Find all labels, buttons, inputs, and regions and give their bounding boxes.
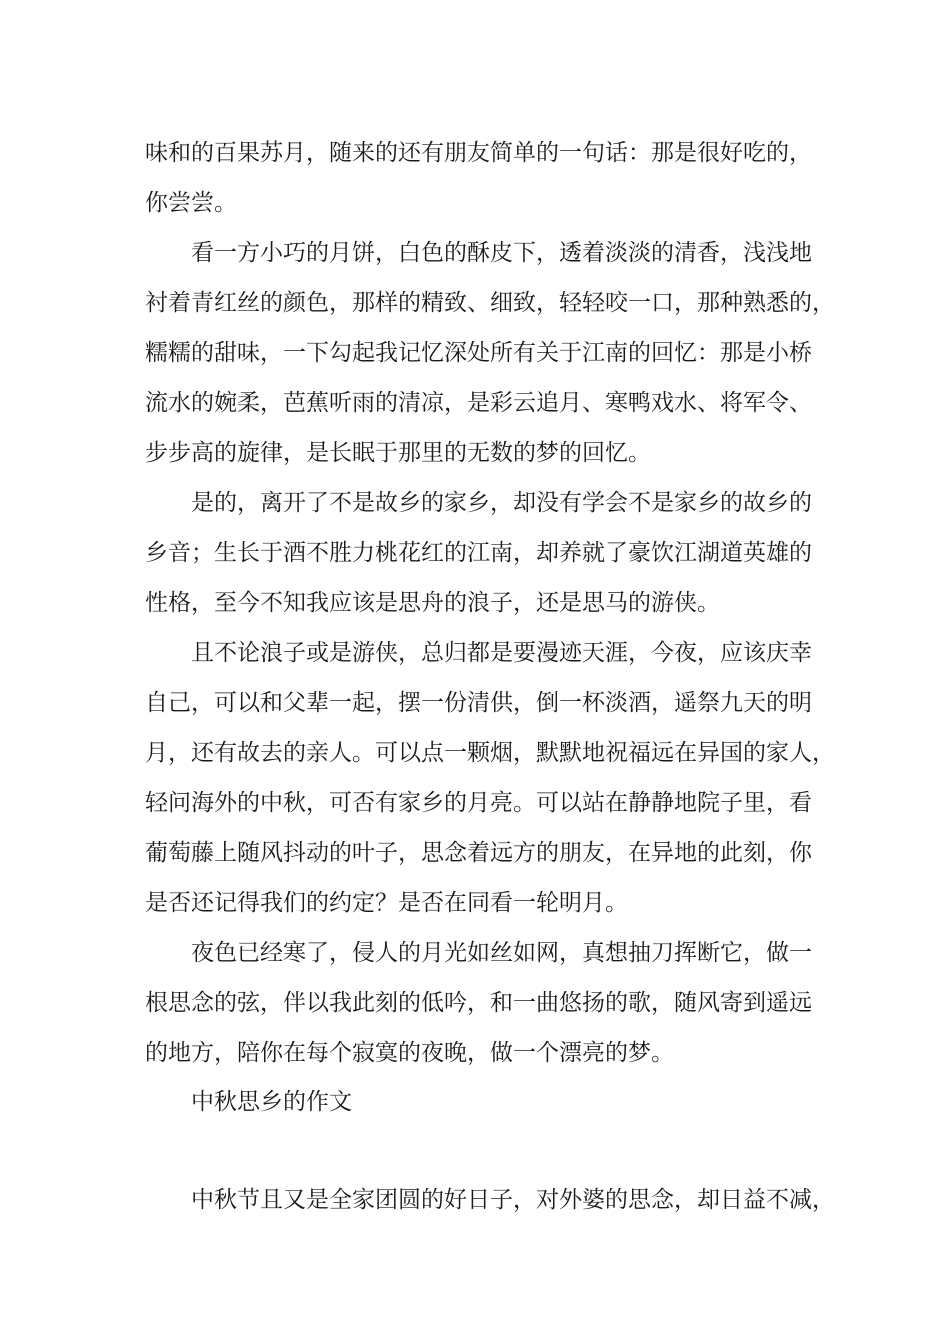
section-title: 中秋思乡的作文 <box>191 1089 352 1115</box>
text-line: 根思念的弦，伴以我此刻的低吟，和一曲悠扬的歌，随风寄到遥远 <box>145 990 812 1016</box>
text-line: 步步高的旋律，是长眠于那里的无数的梦的回忆。 <box>145 440 651 466</box>
text-line: 衬着青红丝的颜色，那样的精致、细致，轻轻咬一口，那种熟悉的， <box>145 290 835 316</box>
text-line: 月，还有故去的亲人。可以点一颗烟，默默地祝福远在异国的家人， <box>145 740 835 766</box>
text-line: 夜色已经寒了，侵人的月光如丝如网，真想抽刀挥断它，做一 <box>191 940 812 966</box>
text-line: 且不论浪子或是游侠，总归都是要漫迹天涯，今夜，应该庆幸 <box>191 640 812 666</box>
text-line: 的地方，陪你在每个寂寞的夜晚，做一个漂亮的梦。 <box>145 1040 674 1066</box>
text-line: 是否还记得我们的约定？是否在同看一轮明月。 <box>145 890 628 916</box>
text-line: 自己，可以和父辈一起，摆一份清供，倒一杯淡酒，遥祭九天的明 <box>145 690 812 716</box>
paragraph-night <box>145 928 825 1078</box>
text-line: 轻问海外的中秋，可否有家乡的月亮。可以站在静静地院子里，看 <box>145 790 812 816</box>
text-line: 乡音；生长于酒不胜力桃花红的江南，却养就了豪饮江湖道英雄的 <box>145 540 812 566</box>
text-line: 性格，至今不知我应该是思舟的浪子，还是思马的游侠。 <box>145 590 720 616</box>
paragraph-hometown <box>145 478 825 628</box>
paragraph-mooncake <box>145 228 835 478</box>
text-line: 看一方小巧的月饼，白色的酥皮下，透着淡淡的清香，浅浅地 <box>191 240 812 266</box>
text-line: 流水的婉柔，芭蕉听雨的清凉，是彩云追月、寒鸭戏水、将军令、 <box>145 390 812 416</box>
text-line: 你尝尝。 <box>145 190 237 216</box>
paragraph-wanderer <box>145 628 835 928</box>
text-line: 中秋节且又是全家团圆的好日子，对外婆的思念，却日益不减， <box>191 1187 835 1213</box>
text-line: 是的，离开了不是故乡的家乡，却没有学会不是家乡的故乡的 <box>191 490 812 516</box>
section-heading <box>145 1077 825 1127</box>
text-line: 葡萄藤上随风抖动的叶子，思念着远方的朋友，在异地的此刻，你 <box>145 840 812 866</box>
text-line: 糯糯的甜味，一下勾起我记忆深处所有关于江南的回忆：那是小桥 <box>145 340 812 366</box>
text-line: 味和的百果苏月，随来的还有朋友简单的一句话：那是很好吃的， <box>145 140 812 166</box>
paragraph-new-essay <box>145 1175 835 1225</box>
paragraph-continuation <box>145 128 825 228</box>
